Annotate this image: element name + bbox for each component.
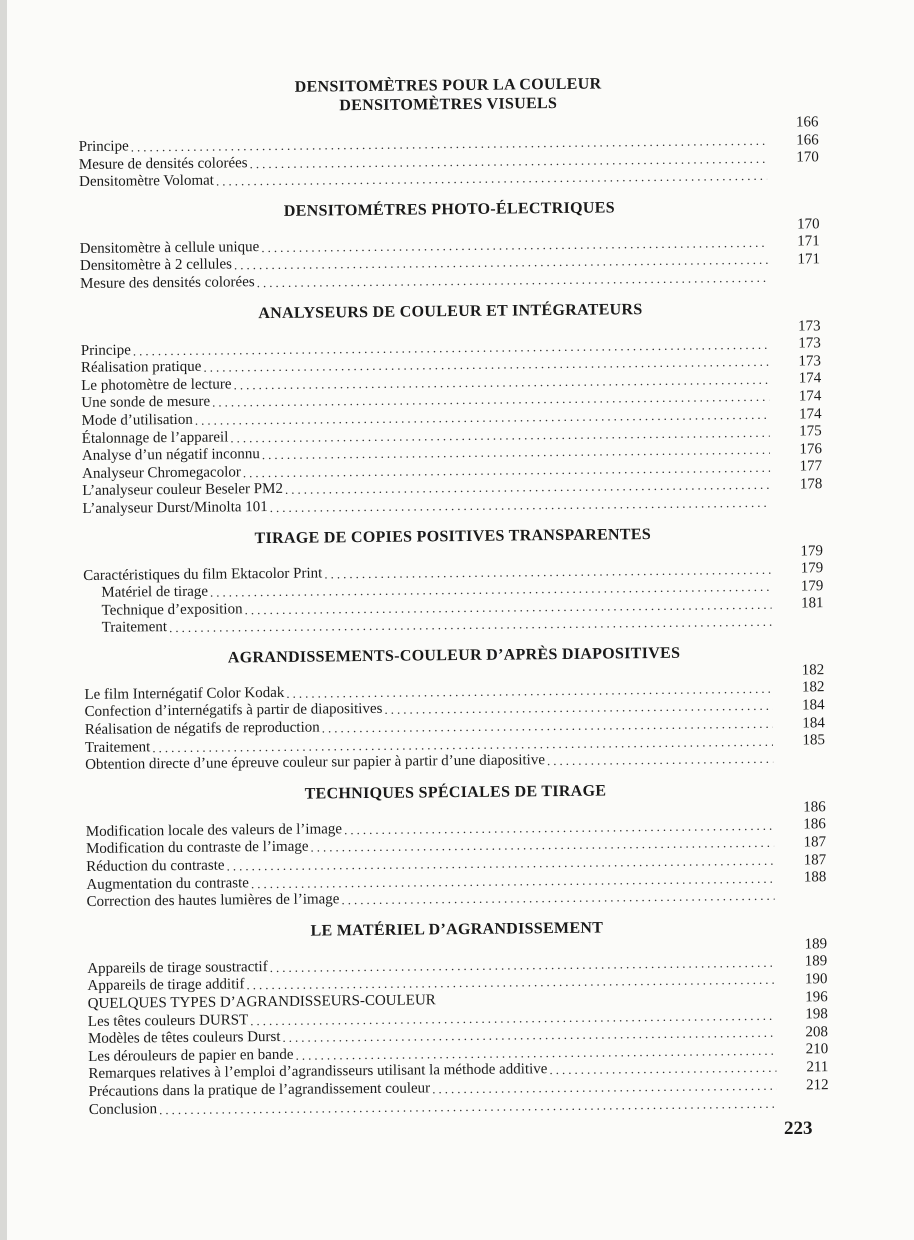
entry-page-number: 174	[798, 370, 822, 387]
section-heading: LE MATÉRIEL D’AGRANDISSEMENT	[310, 919, 604, 940]
entry-label: Le photomètre de lecture	[81, 376, 232, 394]
entry-label: Mesure des densités colorées	[80, 274, 255, 292]
page-number: 223	[784, 1118, 813, 1139]
entry-page-number: 182	[801, 679, 825, 696]
entry-label: Les dérouleurs de papier en bande	[88, 1046, 294, 1065]
entry-label: Densitomètre Volomat	[78, 172, 215, 191]
section-heading: ANALYSEURS DE COULEUR ET INTÉGRATEURS	[258, 300, 643, 322]
leader-dots	[547, 750, 773, 770]
entry-label: Confection d’internégatifs à partir de diapositives	[84, 701, 383, 721]
entry-page-number: 184	[802, 714, 825, 732]
entry-label: Correction des hautes lumières de l’image	[86, 891, 340, 911]
entry-label: Modification locale des valeurs de l’image	[85, 821, 343, 840]
section-heading: DENSITOMÈTRES POUR LA COULEUR	[294, 75, 602, 96]
entry-page-number: 182	[801, 662, 825, 679]
toc-section	[83, 511, 824, 638]
entry-page-number: 176	[799, 440, 822, 458]
entry-page-number: 189	[804, 953, 828, 970]
entry-page-number: 173	[798, 352, 822, 370]
entry-page-number: 166	[796, 131, 819, 149]
entry-label: Réalisation pratique	[80, 358, 202, 377]
entry-label: QUELQUES TYPES D’AGRANDISSEURS-COULEUR	[87, 992, 436, 1012]
entry-label: Caractéristiques du film Ektacolor Print	[83, 564, 323, 584]
entry-page-number: 179	[800, 542, 824, 559]
entry-label: Principe	[80, 342, 131, 359]
entry-label: Technique d’exposition	[101, 600, 243, 619]
entry-label: Appareils de tirage soustractif	[87, 958, 268, 977]
entry-label: Analyseur Chromegacolor	[82, 464, 241, 482]
entry-page-number: 166	[795, 114, 819, 131]
entry-page-number: 184	[802, 697, 825, 714]
entry-label: Étalonnage de l’appareil	[81, 428, 229, 447]
entry-label: Analyse d’un négatif inconnu	[81, 446, 260, 465]
toc-section	[80, 286, 822, 519]
entry-page-number: 179	[800, 577, 824, 595]
entry-page-number: 186	[803, 799, 826, 816]
table-of-contents	[78, 72, 829, 1119]
entry-page-number: 212	[805, 1076, 829, 1093]
toc-section	[84, 630, 825, 775]
entry-page-number: 187	[803, 851, 827, 869]
toc-section	[78, 72, 819, 192]
toc-section	[87, 904, 829, 1119]
entry-page-number: 177	[799, 458, 823, 475]
section-subheading: DENSITOMÈTRES VISUELS	[339, 94, 558, 115]
entry-label: L’analyseur couleur Beseler PM2	[82, 481, 284, 500]
entry-page-number: 198	[805, 1006, 828, 1023]
entry-label: Réduction du contraste	[86, 857, 225, 875]
entry-label: Appareils de tirage additif	[87, 976, 245, 995]
toc-section	[85, 767, 826, 912]
entry-page-number: 188	[803, 869, 827, 886]
entry-page-number: 210	[805, 1041, 829, 1058]
entry-page-number: 189	[804, 936, 828, 953]
section-heading: TIRAGE DE COPIES POSITIVES TRANSPARENTES	[254, 525, 652, 547]
entry-label: Densitomètre à cellule unique	[79, 238, 260, 257]
entry-page-number: 170	[796, 149, 819, 166]
entry-label: Remarques relatives à l’emploi d’agrandisseurs utilisant la méthode additive	[88, 1061, 548, 1083]
entry-page-number: 211	[806, 1059, 829, 1076]
entry-label: Principe	[78, 138, 129, 155]
entry-label: Modèles de têtes couleurs Durst	[87, 1029, 281, 1048]
entry-label: Le film Internégatif Color Kodak	[84, 684, 285, 703]
entry-page-number: 173	[798, 335, 821, 352]
section-heading: DENSITOMÉTRES PHOTO-ÉLECTRIQUES	[283, 199, 615, 220]
entry-label: Traitement	[101, 619, 168, 637]
entry-page-number: 178	[799, 476, 823, 493]
entry-label: Modification du contraste de l’image	[85, 839, 309, 858]
entry-label: Mode d’utilisation	[81, 411, 193, 429]
entry-label: Densitomètre à 2 cellules	[79, 256, 233, 275]
entry-label: Conclusion	[88, 1100, 158, 1118]
section-heading: AGRANDISSEMENTS-COULEUR D’APRÈS DIAPOSITIVES	[227, 644, 681, 667]
entry-label: Les têtes couleurs DURST	[87, 1011, 249, 1030]
entry-page-number: 171	[797, 233, 820, 250]
entry-label: Traitement	[84, 738, 151, 756]
entry-label: Matériel de tirage	[101, 583, 209, 601]
entry-page-number: 174	[798, 388, 822, 405]
entry-page-number: 186	[803, 816, 826, 833]
entry-page-number: 196	[805, 988, 828, 1006]
entry-page-number: 171	[797, 251, 821, 268]
entry-label: Précautions dans la pratique de l’agrandissement couleur	[88, 1080, 431, 1100]
entry-page-number: 174	[798, 405, 822, 422]
entry-page-number: 190	[804, 971, 828, 988]
page-edge	[0, 0, 7, 1240]
entry-label: Réalisation de négatifs de reproduction	[84, 719, 320, 739]
entry-label: Une sonde de mesure	[81, 393, 211, 412]
entry-label: Mesure de densités colorées	[78, 154, 248, 173]
entry-label: Obtention directe d’une épreuve couleur sur papier à partir d’une diapositive	[85, 752, 546, 774]
entry-page-number: 187	[803, 834, 827, 851]
entry-page-number: 179	[800, 560, 824, 577]
entry-page-number: 181	[800, 595, 824, 612]
entry-page-number: 170	[796, 216, 820, 233]
entry-page-number: 175	[799, 423, 822, 440]
entry-page-number: 208	[805, 1023, 829, 1041]
entry-label: Augmentation du contraste	[86, 874, 249, 893]
entry-page-number: 173	[798, 317, 821, 335]
entry-page-number: 185	[802, 732, 826, 749]
toc-section	[79, 184, 820, 294]
section-heading: TECHNIQUES SPÉCIALES DE TIRAGE	[304, 782, 607, 803]
entry-label: L’analyseur Durst/Minolta 101	[82, 498, 268, 517]
